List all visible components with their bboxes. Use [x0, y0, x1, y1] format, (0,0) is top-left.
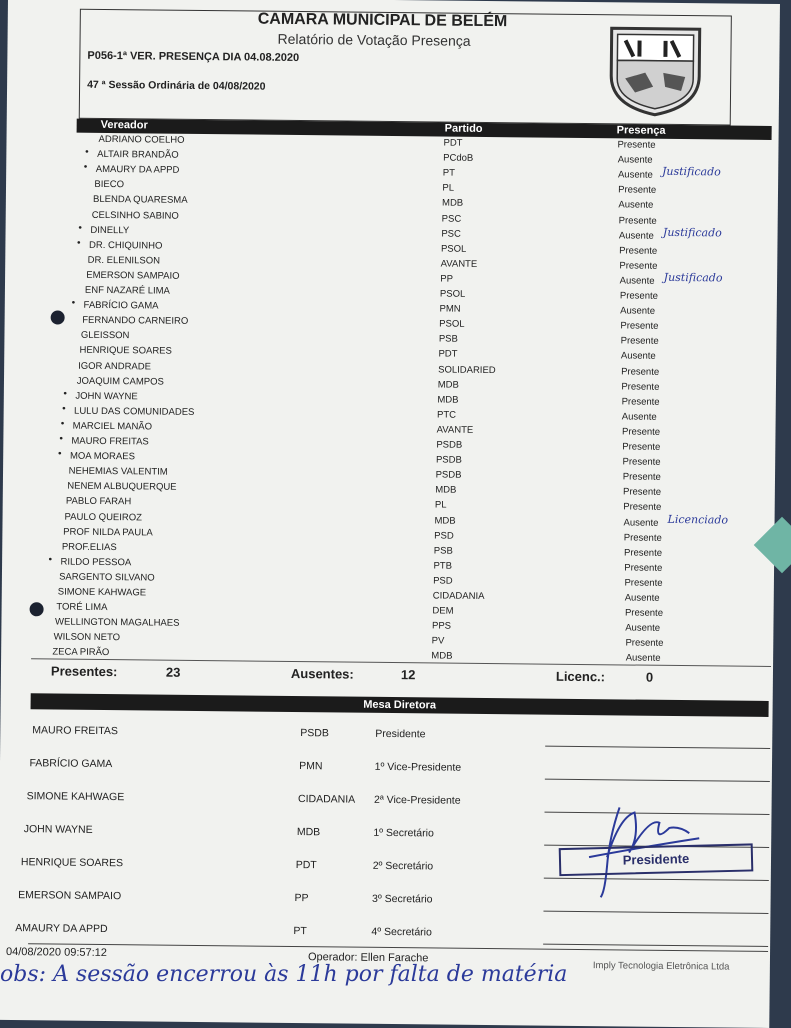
vereador-name: PROF.ELIAS — [61, 541, 117, 553]
mesa-member-role: 3º Secretário — [372, 892, 433, 906]
vereador-presence: Ausente — [621, 411, 657, 423]
vereador-party: AVANTE — [440, 258, 478, 270]
row-marker: • — [57, 448, 62, 460]
ausentes-label: Ausentes: — [290, 665, 354, 682]
vereador-party: MDB — [434, 514, 456, 527]
vereador-party: PDT — [438, 348, 458, 361]
vereador-party: PSOL — [439, 288, 466, 300]
presentes-count: 23 — [165, 664, 181, 680]
print-datetime: 04/08/2020 09:57:12 — [5, 945, 108, 960]
vereador-name: TORÉ LIMA — [56, 601, 108, 614]
vereador-party: PSOL — [440, 243, 467, 255]
vereador-party: PT — [442, 167, 455, 179]
mesa-diretora-header: Mesa Diretora — [31, 693, 769, 717]
column-header-presenca: Presença — [616, 124, 666, 137]
vereador-name: FABRÍCIO GAMA — [83, 299, 159, 312]
vereador-presence: Presente — [618, 214, 657, 227]
document-subtitle: Relatório de Votação Presença — [277, 30, 471, 49]
mesa-member-role: 2º Secretário — [372, 859, 434, 873]
vereador-name: GLEISSON — [80, 330, 130, 342]
row-marker: • — [62, 403, 66, 415]
handwritten-note: Justificado — [663, 270, 723, 285]
vereador-party: PMN — [439, 303, 461, 315]
vereador-party: PL — [442, 182, 455, 194]
vereador-name: ZECA PIRÃO — [52, 646, 110, 659]
signature-line — [545, 746, 770, 749]
vereador-name: EMERSON SAMPAIO — [86, 269, 180, 282]
mesa-member-name: HENRIQUE SOARES — [20, 856, 124, 870]
vereador-presence: Presente — [622, 441, 661, 453]
licenc-label: Licenc.: — [555, 668, 606, 685]
vereador-party: DEM — [432, 605, 454, 617]
vereador-name: FERNANDO CARNEIRO — [82, 314, 189, 328]
vereador-name: NEHEMIAS VALENTIM — [68, 465, 168, 478]
signature-line — [543, 944, 768, 947]
vereador-party: CIDADANIA — [432, 590, 485, 602]
handwritten-note: Justificado — [662, 225, 722, 240]
vereador-name: LULU DAS COMUNIDADES — [74, 405, 195, 418]
mesa-member-party: PP — [294, 892, 309, 905]
vereador-presence: Presente — [622, 486, 662, 499]
mesa-member-name: JOHN WAYNE — [23, 823, 93, 836]
mesa-member-party: PDT — [295, 859, 317, 872]
vereador-presence: Presente — [624, 577, 663, 589]
row-marker: • — [60, 418, 65, 430]
vereador-party: PCdoB — [443, 152, 474, 164]
mesa-member-party: MDB — [296, 826, 321, 839]
row-marker: • — [63, 388, 68, 400]
vereador-presence: Presente — [624, 562, 663, 574]
vereador-presence: Presente — [619, 290, 659, 302]
vereador-party: PL — [434, 499, 447, 511]
vereador-party: PSB — [438, 333, 458, 345]
vereador-party: AVANTE — [436, 424, 474, 436]
vereador-party: PSOL — [439, 318, 465, 330]
vereador-name: MOA MORAES — [69, 450, 135, 463]
mesa-member-role: 1º Secretário — [373, 826, 434, 840]
vereador-presence: Presente — [623, 547, 663, 559]
vereador-presence: Presente — [623, 501, 662, 514]
row-marker: • — [71, 297, 76, 309]
handwritten-note: Justificado — [661, 165, 721, 179]
mesa-member-role: 2ª Vice-Presidente — [373, 793, 461, 807]
vereador-presence: Presente — [620, 320, 659, 332]
vereador-name: DINELLY — [90, 224, 130, 236]
document-title: CAMARA MUNICIPAL DE BELÉM — [257, 10, 508, 31]
vereador-name: MARCIEL MANÃO — [72, 420, 153, 433]
report-code: P056-1ª VER. PRESENÇA DIA 04.08.2020 — [87, 49, 300, 65]
vereador-presence: Ausente — [623, 516, 659, 529]
mesa-member-party: CIDADANIA — [297, 793, 356, 806]
vereador-name: DR. CHIQUINHO — [88, 239, 163, 252]
vereador-name: ENF NAZARÉ LIMA — [84, 284, 170, 297]
vereador-party: MDB — [437, 394, 459, 406]
row-marker: • — [76, 237, 81, 249]
vereador-name: RILDO PESSOA — [60, 556, 132, 569]
vereador-name: AMAURY DA APPD — [95, 164, 180, 176]
row-marker: • — [85, 146, 89, 158]
vereador-name: PAULO QUEIROZ — [64, 511, 143, 523]
vereador-party: MDB — [437, 379, 459, 391]
vereador-party: PSB — [433, 545, 453, 557]
vereador-presence: Presente — [619, 245, 658, 257]
vereador-presence: Ausente — [617, 169, 653, 181]
vereador-name: BIECO — [94, 179, 125, 191]
vereador-party: PP — [440, 273, 454, 285]
vereador-presence: Presente — [624, 607, 664, 619]
licenc-count: 0 — [645, 669, 654, 685]
vereador-presence: Ausente — [618, 229, 654, 242]
vereador-name: WELLINGTON MAGALHAES — [55, 616, 180, 629]
vereador-presence: Presente — [621, 365, 660, 378]
vereador-party: PSDB — [435, 454, 462, 466]
row-marker: • — [48, 554, 53, 566]
vereador-presence: Ausente — [625, 652, 661, 665]
vereador-party: SOLIDARIED — [438, 363, 496, 376]
vereador-presence: Presente — [621, 396, 660, 408]
vereador-presence: Presente — [619, 260, 658, 272]
mesa-member-name: SIMONE KAHWAGE — [26, 790, 125, 804]
vereador-presence: Ausente — [619, 275, 655, 287]
mesa-member-role: 4º Secretário — [371, 925, 432, 939]
vereador-party: PSDB — [435, 469, 462, 481]
mesa-member-party: PMN — [299, 760, 323, 773]
vereador-party: PSC — [441, 213, 462, 225]
vereador-presence: Presente — [621, 380, 660, 393]
vereador-presence: Presente — [622, 456, 661, 468]
vereador-presence: Ausente — [625, 622, 661, 635]
vereador-party: PSC — [441, 228, 461, 240]
row-marker: • — [78, 222, 82, 234]
column-header-vereador: Vereador — [100, 118, 148, 132]
vereador-party: PV — [431, 635, 445, 647]
vereador-name: PROF NILDA PAULA — [63, 526, 153, 539]
vereador-party: PTB — [433, 560, 453, 572]
coat-of-arms-icon — [605, 20, 706, 117]
presentes-label: Presentes: — [50, 663, 118, 680]
vereador-presence: Ausente — [620, 305, 656, 317]
vereador-name: ADRIANO COELHO — [98, 133, 185, 146]
mesa-member-name: FABRÍCIO GAMA — [29, 757, 113, 771]
vereador-party: PDT — [443, 137, 463, 149]
vereador-party: MDB — [431, 650, 453, 663]
operator-name: Operador: Ellen Farache — [307, 951, 429, 965]
vereador-presence: Presente — [622, 471, 661, 484]
vereador-presence: Presente — [618, 184, 657, 197]
vereador-presence: Presente — [622, 426, 661, 438]
row-marker: • — [83, 161, 88, 173]
row-marker: • — [59, 433, 63, 445]
vereador-presence: Presente — [617, 139, 656, 151]
vereador-name: SARGENTO SILVANO — [59, 571, 155, 584]
vendor-name: Imply Tecnologia Eletrônica Ltda — [592, 960, 730, 973]
signature-line — [543, 911, 768, 914]
vereador-name: JOHN WAYNE — [75, 390, 138, 403]
mesa-member-party: PT — [293, 924, 307, 938]
mesa-member-role: Presidente — [375, 727, 426, 741]
vereador-party: PTC — [436, 409, 457, 421]
vereador-presence: Ausente — [618, 199, 654, 212]
signature-line — [545, 779, 770, 782]
session-title: 47 ª Sessão Ordinária de 04/08/2020 — [87, 78, 266, 93]
vereador-party: PSD — [434, 530, 454, 542]
vereador-presence: Presente — [625, 637, 664, 650]
mesa-member-name: EMERSON SAMPAIO — [18, 889, 122, 903]
vereador-presence: Presente — [620, 335, 659, 348]
vereador-name: PABLO FARAH — [65, 495, 132, 508]
vereador-name: MAURO FREITAS — [71, 435, 149, 448]
mesa-member-name: MAURO FREITAS — [32, 724, 118, 738]
handwritten-note: Licenciado — [667, 512, 729, 527]
vereador-name: ALTAIR BRANDÃO — [97, 148, 179, 161]
vereador-name: IGOR ANDRADE — [78, 360, 152, 372]
vereador-party: MDB — [442, 197, 464, 210]
vereador-name: WILSON NETO — [53, 631, 121, 644]
vereador-name: DR. ELENILSON — [87, 254, 161, 267]
vereador-presence: Ausente — [617, 154, 653, 166]
president-stamp: Presidente — [559, 843, 754, 876]
vereador-presence: Ausente — [620, 350, 656, 363]
vereador-party: PPS — [431, 620, 452, 632]
vereador-party: PSDB — [436, 439, 463, 451]
mesa-member-party: PSDB — [300, 727, 329, 740]
vereador-presence: Presente — [623, 532, 662, 544]
mesa-member-role: 1º Vice-Presidente — [374, 760, 462, 774]
vereador-party: PSD — [433, 575, 453, 587]
column-header-partido: Partido — [444, 122, 483, 135]
vereador-presence: Ausente — [624, 592, 660, 604]
vereador-name: SIMONE KAHWAGE — [57, 586, 147, 599]
vereador-name: NENEM ALBUQUERQUE — [67, 480, 177, 494]
vereador-name: CELSINHO SABINO — [91, 209, 179, 222]
vereador-party: MDB — [435, 484, 457, 496]
vereador-name: JOAQUIM CAMPOS — [76, 375, 164, 388]
ausentes-count: 12 — [400, 667, 416, 683]
vereador-name: HENRIQUE SOARES — [79, 345, 172, 358]
handwritten-observation: obs: A sessão encerrou às 11h por falta de matéria — [0, 962, 568, 987]
vereador-name: BLENDA QUARESMA — [93, 194, 188, 207]
mesa-member-name: AMAURY DA APPD — [15, 922, 108, 936]
